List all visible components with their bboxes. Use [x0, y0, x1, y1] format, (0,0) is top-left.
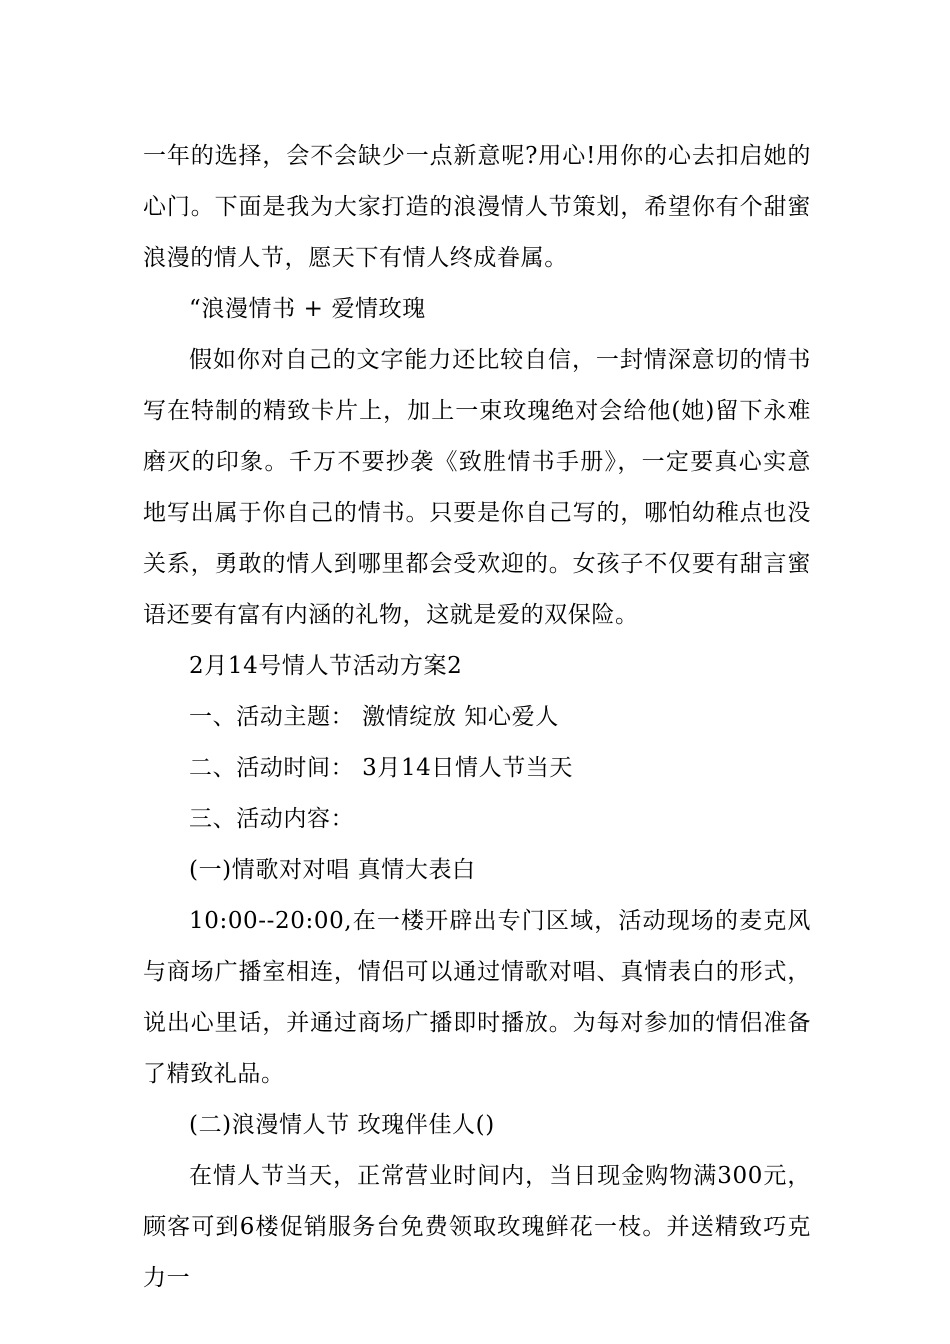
activity-content-heading: 三、活动内容： [189, 806, 355, 832]
subsection-body-1: 10:00--20:00,在一楼开辟出专门区域，活动现场的麦克风与商场广播室相连，情侣可以通过情歌对唱、真情表白的形式，说出心里话，并通过商场广播即时播放。为每对参加的情侣准备了精致礼品。 [143, 908, 811, 1087]
paragraph-heading-love-letter: “浪漫情书 + 爱情玫瑰 [189, 296, 426, 322]
subsection-heading-2: (二)浪漫情人节 玫瑰伴佳人() [189, 1112, 495, 1138]
paragraph-love-letter: 假如你对自己的文字能力还比较自信，一封情深意切的情书写在特制的精致卡片上，加上一束玫瑰绝对会给他(她)留下永难磨灭的印象。千万不要抄袭《致胜情书手册》，一定要真心实意地写出属于你自己的情书。只要是你自己写的，哪怕幼稚点也没关系，勇敢的情人到哪里都会受欢迎的。女孩子不仅要有甜言蜜语还要有富有内涵的礼物，这就是爱的双保险。 [143, 347, 811, 628]
document-body [143, 131, 811, 1304]
activity-theme: 一、活动主题： 激情绽放 知心爱人 [189, 704, 559, 730]
paragraph-intro: 一年的选择，会不会缺少一点新意呢?用心!用你的心去扣启她的心门。下面是我为大家打造的浪漫情人节策划，希望你有个甜蜜浪漫的情人节，愿天下有情人终成眷属。 [143, 143, 811, 271]
section-title: 2月14号情人节活动方案2 [189, 653, 463, 679]
subsection-heading-1: (一)情歌对对唱 真情大表白 [189, 857, 476, 883]
subsection-body-2: 在情人节当天，正常营业时间内，当日现金购物满300元，顾客可到6楼促销服务台免费领取玫瑰鲜花一枝。并送精致巧克力一 [143, 1163, 811, 1291]
activity-time: 二、活动时间： 3月14日情人节当天 [189, 755, 574, 781]
